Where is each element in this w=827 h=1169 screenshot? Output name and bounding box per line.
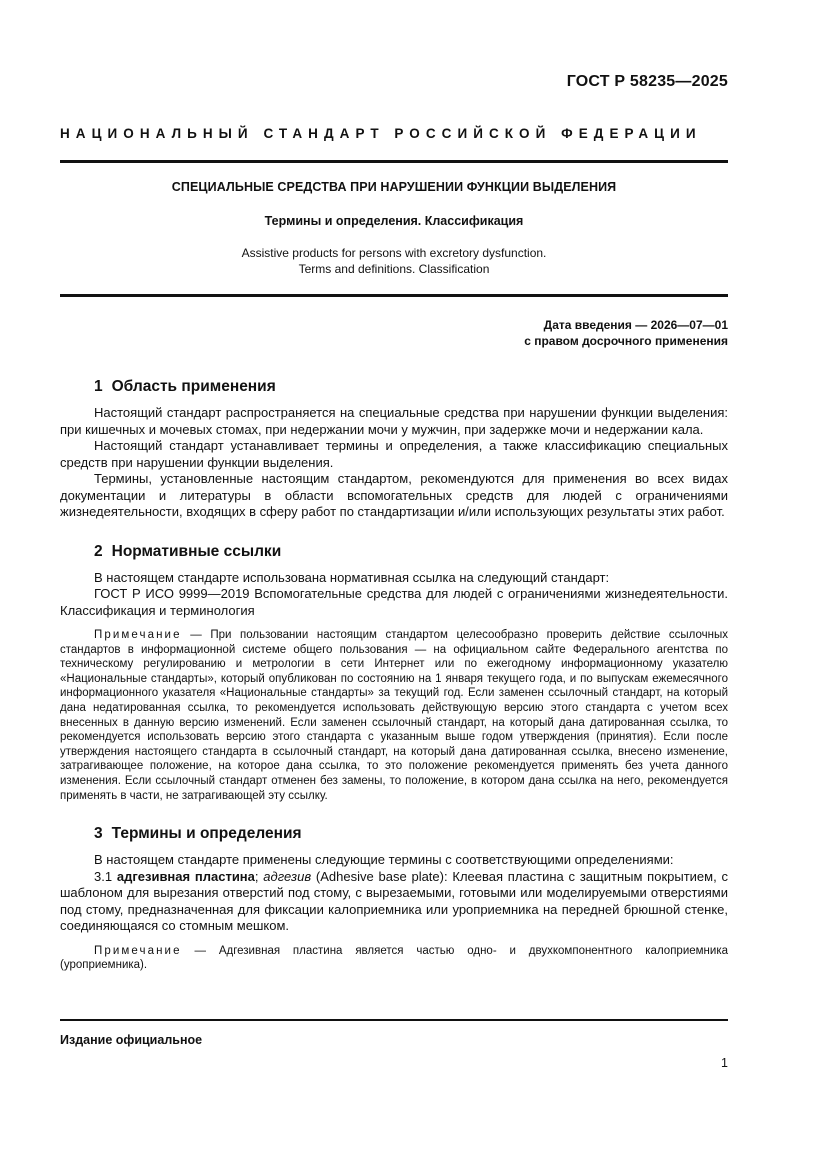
section-title: Область применения [111,378,276,395]
document-body [60,378,728,995]
section-scope [60,378,728,521]
note [60,944,728,973]
document-page [60,0,728,1169]
section-heading [60,825,728,843]
introduction-date-block [524,317,728,349]
term-number: 3.1 [94,868,117,884]
section-title: Термины и определения [111,825,302,843]
page-number: 1 [721,1056,728,1070]
document-subtitle: Термины и определения. Классификация [264,214,524,228]
paragraph: В настоящем стандарте применены следующие термины с соответствующими определениями: [94,852,674,868]
term-synonym: адгезив [263,868,312,884]
term-name: адгезивная пластина [116,868,255,884]
section-title: Нормативные ссылки [111,542,282,560]
section-heading [60,543,728,561]
national-standard-banner: НАЦИОНАЛЬНЫЙ СТАНДАРТ РОССИЙСКОЙ ФЕДЕРАЦИИ [60,126,702,141]
english-title [60,245,728,277]
section-number: 3 [94,825,103,843]
paragraph: Термины, установленные настоящим стандартом, рекомендуются для применения во всех видах документации и литературы в области вспомогательных средств для людей с ограничениями жизнедеятельности, входящих в сферу работ по стандартизации и/или использующих результаты этих работ. [60,471,728,519]
introduction-date: Дата введения — 2026—07—01 [543,318,728,332]
term-entry [60,869,728,935]
note [60,628,728,803]
paragraph: Настоящий стандарт распространяется на специальные средства при нарушении функции выделения: при кишечных и мочевых стомах, при недержании мочи у мужчин, при задержке мочи и недержании кала. [60,405,728,437]
note-label: Примечание [94,944,182,957]
note-text: — Адгезивная пластина является частью одно- и двухкомпонентного калоприемника (уроприемника). [60,944,728,972]
top-rule [60,160,728,163]
section-number: 2 [94,542,103,560]
title-rule [60,294,728,297]
reference-item: ГОСТ Р ИСО 9999—2019 Вспомогательные средства для людей с ограничениями жизнедеятельности. Классификация и терминология [60,586,728,618]
english-title-line-2: Terms and definitions. Classification [298,262,490,276]
section-terms-definitions [60,825,728,973]
section-number: 1 [94,378,103,395]
paragraph: В настоящем стандарте использована нормативная ссылка на следующий стандарт: [94,569,610,585]
official-edition-label: Издание официальное [60,1033,203,1047]
document-title: СПЕЦИАЛЬНЫЕ СРЕДСТВА ПРИ НАРУШЕНИИ ФУНКЦИИ ВЫДЕЛЕНИЯ [171,180,617,194]
standard-designation: ГОСТ Р 58235—2025 [566,73,728,90]
term-separator: ; [254,868,264,884]
section-heading [60,378,728,396]
note-label: Примечание [94,629,182,641]
early-application-note: с правом досрочного применения [524,334,728,348]
paragraph: Настоящий стандарт устанавливает термины и определения, а также классификацию специальных средств при нарушении функции выделения. [60,438,728,470]
note-text: — При пользовании настоящим стандартом целесообразно проверить действие ссылочных стандартов в информационной системе общего пользования — на официальном сайте Федерального агентства по техническому регулированию и метрологии в сети Интернет или по ежегодному информационному указателю «Национальные стандарты», который опубликован по состоянию на 1 января текущего года, и по выпускам ежемесячного информационного указателя «Национальные стандарты» за текущий год. Если заменен ссылочный стандарт, на который дана недатированная ссылка, то рекомендуется использовать действующую версию этого стандарта с учетом всех внесенных в данную версию изменений. Если заменен ссылочный стандарт, на который дана датированная ссылка, то рекомендуется использовать версию этого стандарта с указанным выше годом утверждения (принятия). Если после утверждения настоящего стандарта в ссылочный стандарт, на который дана датированная ссылка, внесено изменение, затрагивающее положение, на которое дана ссылка, то это положение рекомендуется применять без учета данного изменения. Если ссылочный стандарт отменен без замены, то положение, в котором дана ссылка на него, рекомендуется применять в части, не затрагивающей эту ссылку. [60,629,728,802]
footer-rule [60,1019,728,1021]
term-definition: (Adhesive base plate): Клеевая пластина с защитным покрытием, с шаблоном для вырезания отверстий под стому, с вырезаемыми, готовыми или моделируемыми отверстиями под стому, предназначенная для фиксации калоприемника или уроприемника на передней брюшной стенке, соединяющаяся со стомным мешком. [60,868,728,934]
english-title-line-1: Assistive products for persons with excretory dysfunction. [241,246,547,260]
section-normative-references [60,543,728,804]
